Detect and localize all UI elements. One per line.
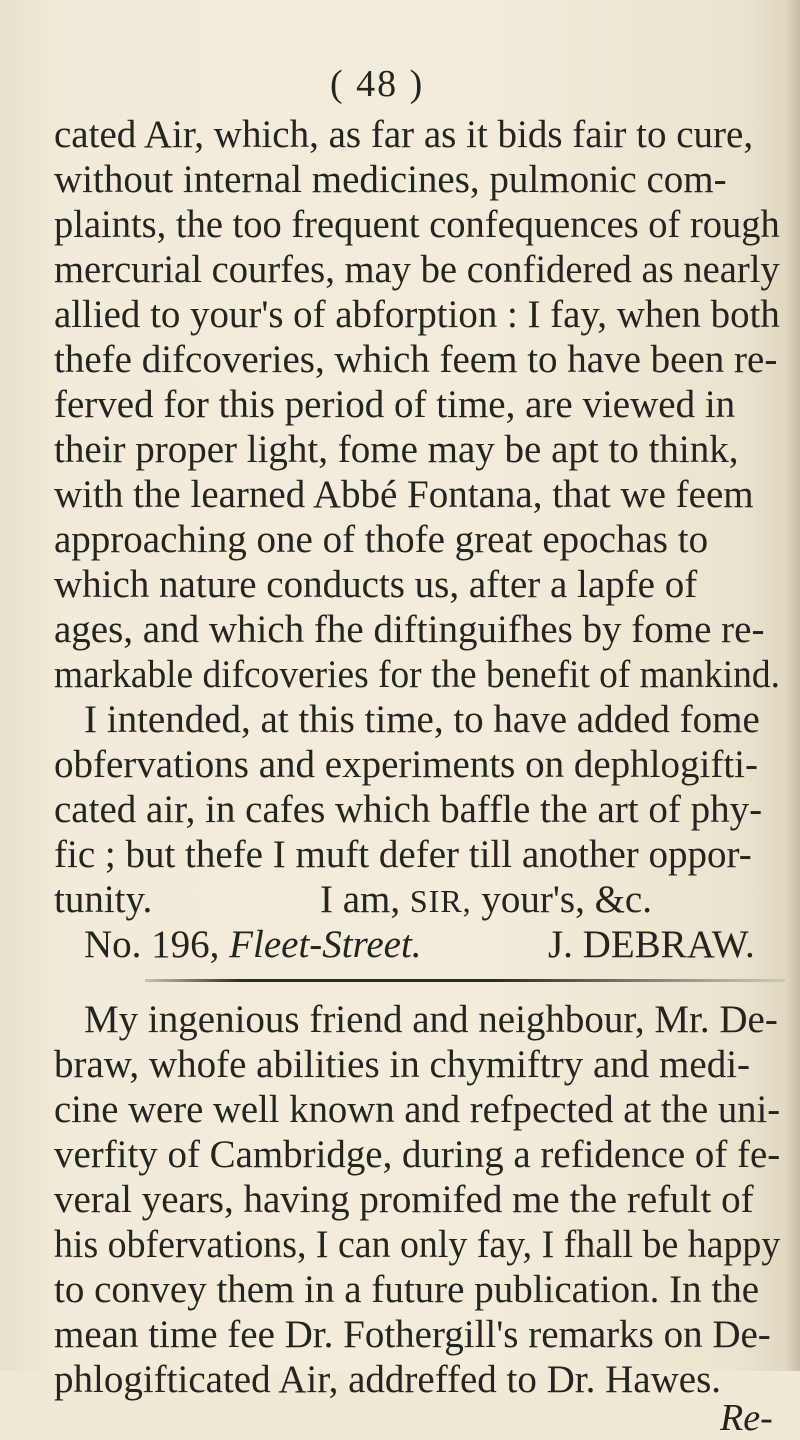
- note-line: phlogifticated Air, addreffed to Dr. Hawes.: [54, 1358, 722, 1401]
- letter-line: cated Air, which, as far as it bids fair to cure,: [54, 113, 754, 156]
- section-rule: [145, 979, 785, 982]
- letter-line: allied to your's of abforption : I fay, when both: [54, 293, 780, 336]
- note-line: his obfervations, I can only fay, I fhall be happy: [54, 1223, 781, 1266]
- letter-line: thefe difcoveries, which feem to have been re-: [54, 338, 778, 381]
- letter-line: plaints, the too frequent confequences of rough: [54, 203, 780, 246]
- note-line: cine were well known and refpected at the uni-: [54, 1088, 781, 1131]
- letter-line: ferved for this period of time, are viewed in: [54, 383, 736, 426]
- letter-line: with the learned Abbé Fontana, that we feem: [54, 473, 754, 516]
- letter-line: tunity.: [54, 878, 153, 921]
- note-line: verfity of Cambridge, during a refidence of fe-: [54, 1133, 781, 1176]
- letter-line: their proper light, fome may be apt to think,: [54, 428, 739, 471]
- note-line: mean time fee Dr. Fothergill's remarks on De-: [54, 1313, 771, 1356]
- letter-line: cated air, in cafes which baffle the art of phy-: [54, 788, 763, 831]
- letter-line: mercurial courfes, may be confidered as nearly: [54, 248, 780, 291]
- letter-address: [84, 922, 422, 968]
- letter-line: approaching one of thofe great epochas to: [54, 518, 709, 561]
- note-line: veral years, having promifed me the refult of: [54, 1178, 754, 1221]
- page-number: ( 48 ): [330, 63, 425, 105]
- letter-line: ages, and which fhe diftinguifhes by fome re-: [54, 608, 765, 651]
- note-line: to convey them in a future publication. In the: [54, 1268, 760, 1311]
- letter-line: without internal medicines, pulmonic com-: [54, 158, 727, 201]
- signature: J. DEBRAW.: [548, 923, 755, 966]
- note-line: braw, whofe abilities in chymiftry and medi-: [54, 1043, 751, 1086]
- letter-line: which nature conducts us, after a lapfe of: [54, 563, 698, 606]
- catchword: Re-: [720, 1397, 773, 1439]
- letter-line: I intended, at this time, to have added fome: [84, 698, 760, 741]
- letter-line: markable difcoveries for the benefit of mankind.: [54, 653, 780, 696]
- letter-closing: [320, 877, 652, 925]
- address-street: Fleet-Street.: [229, 923, 422, 966]
- address-number: No. 196,: [84, 923, 220, 966]
- page-edge-shadow: [786, 0, 800, 1371]
- closing-sir: SIR,: [409, 884, 472, 919]
- closing-yours: your's, &c.: [481, 878, 652, 921]
- note-line: My ingenious friend and neighbour, Mr. De-: [84, 998, 778, 1041]
- closing-i-am: I am,: [320, 878, 401, 921]
- letter-line: fic ; but thefe I muft defer till another oppor-: [54, 833, 752, 876]
- letter-line: obfervations and experiments on dephlogifti-: [54, 743, 758, 786]
